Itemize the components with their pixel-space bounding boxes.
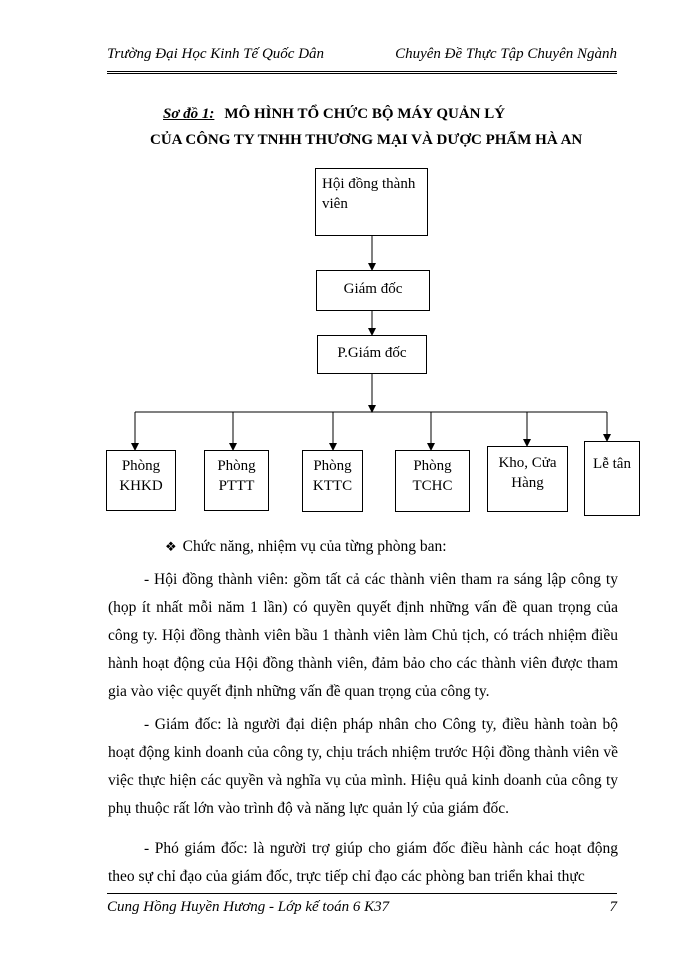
footer-rule [107,893,617,894]
deputy-label: P.Giám đốc [337,345,407,361]
deputy-box [317,335,427,374]
paragraph-text: - Phó giám đốc: là người trợ giúp cho giám đốc điều hành các hoạt động theo sự chỉ đạo của giám đốc, trực tiếp chỉ đạo các phòng ban triển khai thực [108,840,618,885]
dept-label: Phòng TCHC [412,458,453,494]
footer-author: Cung Hồng Huyền Hương - Lớp kế toán 6 K37 [107,899,390,915]
dept-pttt-box [204,450,269,511]
chart-title-text: MÔ HÌNH TỔ CHỨC BỘ MÁY QUẢN LÝ [224,106,506,122]
section-heading [165,538,447,556]
paragraph-deputy [108,835,618,891]
paragraph-text: - Hội đồng thành viên: gồm tất cả các thành viên tham ra sáng lập công ty (họp ít nhất mỗi năm 1 lần) có quyền quyết định những vấn đề quan trọng của công ty. Hội đồng thành viên bầu 1 thành viên làm Chủ tịch, có trách nhiệm điều hành hoạt động của Hội đồng thành viên, đảm bảo cho các thành viên được tham gia vào việc quyết định những vấn đề quan trọng của công ty. [108,571,618,700]
dept-kho-box [487,446,568,512]
paragraph-board [108,566,618,706]
header-report-type: Chuyên Đề Thực Tập Chuyên Ngành [395,46,617,62]
header-university: Trường Đại Học Kinh Tế Quốc Dân [107,46,325,62]
board-label: Hội đồng thành viên [322,176,416,212]
dept-label: Phòng PTTT [217,458,256,494]
dept-letan-box [584,441,640,516]
dept-label: Phòng KHKD [119,458,163,494]
director-label: Giám đốc [343,281,403,297]
dept-label: Lễ tân [593,456,631,472]
chart-title-line2: CỦA CÔNG TY TNHH THƯƠNG MẠI VÀ DƯỢC PHẨM HÀ AN [150,132,583,148]
section-heading-text: Chức năng, nhiệm vụ của từng phòng ban: [182,538,447,555]
diamond-bullet-icon: ❖ [165,539,177,554]
page-number: 7 [609,899,617,915]
dept-tchc-box [395,450,470,512]
dept-kttc-box [302,450,363,512]
page-footer [107,899,617,921]
dept-label: Phòng KTTC [312,458,353,494]
paragraph-director [108,711,618,823]
chart-label: Sơ đồ 1: [163,106,215,122]
board-box [315,168,428,236]
paragraph-text: - Giám đốc: là người đại diện pháp nhân cho Công ty, điều hành toàn bộ hoạt động kinh doanh của công ty, chịu trách nhiệm trước Hội đồng thành viên về việc thực hiện các quyền và nghĩa vụ của mình. Hiệu quả kinh doanh của công ty phụ thuộc rất lớn vào trình độ và năng lực quản lý của giám đốc. [108,716,618,817]
dept-label: Kho, Cửa Hàng [498,455,557,491]
dept-khkd-box [106,450,176,511]
director-box [316,270,430,311]
